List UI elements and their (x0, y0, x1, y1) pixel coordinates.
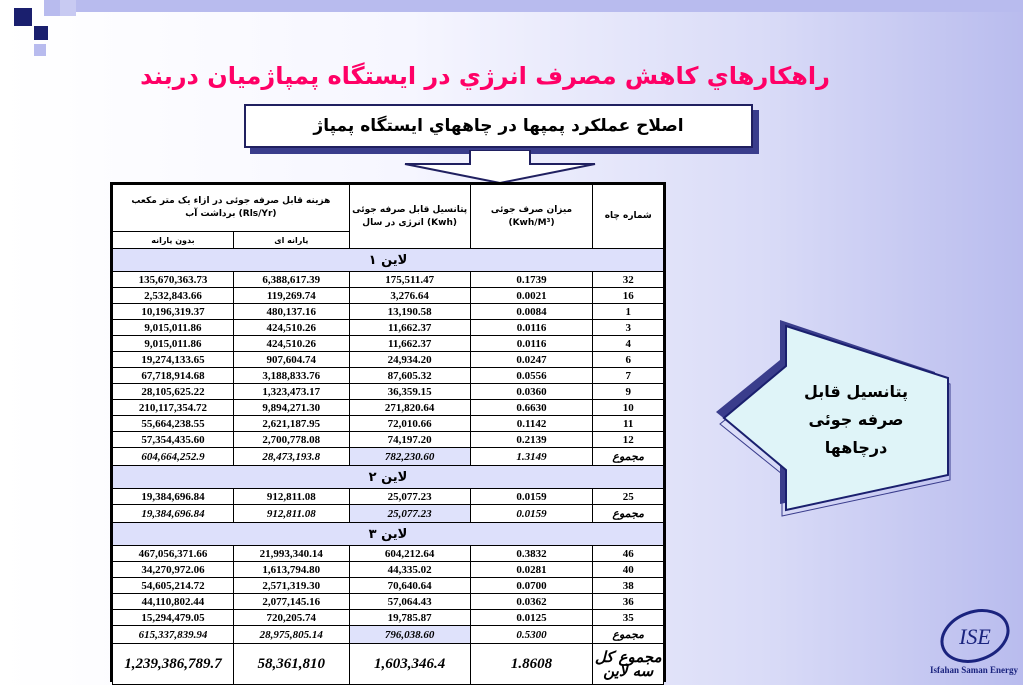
cell-c1: 19,384,696.84 (113, 489, 234, 505)
header-well: شماره چاه (593, 185, 664, 249)
cell-c3: 1,603,346.4 (349, 644, 470, 685)
cell-c2: 912,811.08 (233, 505, 349, 523)
cell-c1: 44,110,802.44 (113, 594, 234, 610)
table-row (113, 594, 664, 610)
cell-c5: 16 (593, 288, 664, 304)
cell-c4: 0.0281 (470, 562, 593, 578)
cell-c1: 19,274,133.65 (113, 352, 234, 368)
header-potential: پتانسیل قابل صرفه جوئی انرژی در سال (Kwh) (349, 185, 470, 249)
cell-c2: 1,323,473.17 (233, 384, 349, 400)
cell-c5: 3 (593, 320, 664, 336)
decor-square (44, 0, 60, 16)
cell-c5: 25 (593, 489, 664, 505)
cell-c2: 480,137.16 (233, 304, 349, 320)
cell-c4: 0.0125 (470, 610, 593, 626)
cell-c1: 34,270,972.06 (113, 562, 234, 578)
cell-c2: 58,361,810 (233, 644, 349, 685)
slide-title: راهكارهاي كاهش مصرف انرژي در ايستگاه پمپاژميان دربند (140, 62, 830, 90)
cell-c1: 67,718,914.68 (113, 368, 234, 384)
cell-c4: 0.6630 (470, 400, 593, 416)
cell-c3: 175,511.47 (349, 272, 470, 288)
cell-c3: 11,662.37 (349, 320, 470, 336)
cell-c2: 28,975,805.14 (233, 626, 349, 644)
cell-c1: 467,056,371.66 (113, 546, 234, 562)
top-accent-bar (76, 0, 1023, 12)
cell-c3: 782,230.60 (349, 448, 470, 466)
cell-c5: 12 (593, 432, 664, 448)
cell-c3: 13,190.58 (349, 304, 470, 320)
table-row (113, 546, 664, 562)
cell-c1: 10,196,319.37 (113, 304, 234, 320)
cell-c1: 9,015,011.86 (113, 336, 234, 352)
cell-c3: 25,077.23 (349, 505, 470, 523)
header-cost: هزینه قابل صرفه جوئی در ازاء یک متر مکعب برداشت آب (Rls/Yr) (113, 185, 350, 232)
table-row (113, 562, 664, 578)
cell-c4: 0.0159 (470, 489, 593, 505)
table-row (113, 610, 664, 626)
cell-c1: 2,532,843.66 (113, 288, 234, 304)
cell-c5: 38 (593, 578, 664, 594)
table-row (113, 336, 664, 352)
cell-c4: 1.8608 (470, 644, 593, 685)
cell-c3: 3,276.64 (349, 288, 470, 304)
cell-c4: 0.0116 (470, 336, 593, 352)
cell-c5: 1 (593, 304, 664, 320)
cell-c5: 7 (593, 368, 664, 384)
cell-c1: 19,384,696.84 (113, 505, 234, 523)
line-header-row (113, 466, 664, 489)
cell-c3: 796,038.60 (349, 626, 470, 644)
cell-c3: 24,934.20 (349, 352, 470, 368)
cell-c5: مجموع کل سه لاین (593, 644, 664, 685)
cell-c4: 0.0159 (470, 505, 593, 523)
cell-c4: 0.0700 (470, 578, 593, 594)
line-header: لاین ۲ (113, 466, 664, 489)
cell-c2: 1,613,794.80 (233, 562, 349, 578)
cell-c3: 25,077.23 (349, 489, 470, 505)
cell-c3: 271,820.64 (349, 400, 470, 416)
cell-c5: 40 (593, 562, 664, 578)
company-name: Isfahan Saman Energy (929, 665, 1019, 675)
down-arrow-icon (380, 150, 620, 184)
cell-c2: 3,188,833.76 (233, 368, 349, 384)
cell-c5: 11 (593, 416, 664, 432)
cell-c1: 604,664,252.9 (113, 448, 234, 466)
cell-c2: 119,269.74 (233, 288, 349, 304)
cell-c3: 604,212.64 (349, 546, 470, 562)
cell-c1: 55,664,238.55 (113, 416, 234, 432)
cell-c2: 907,604.74 (233, 352, 349, 368)
callout-line: پتانسیل قابل (804, 382, 908, 401)
cell-c4: 0.2139 (470, 432, 593, 448)
grand-total-row (113, 644, 664, 685)
cell-c3: 19,785.87 (349, 610, 470, 626)
cell-c1: 210,117,354.72 (113, 400, 234, 416)
cell-c3: 36,359.15 (349, 384, 470, 400)
cell-c1: 9,015,011.86 (113, 320, 234, 336)
line-header: لاین ۳ (113, 523, 664, 546)
cell-c5: 9 (593, 384, 664, 400)
cell-c3: 72,010.66 (349, 416, 470, 432)
cell-c2: 2,621,187.95 (233, 416, 349, 432)
decor-square (34, 26, 48, 40)
callout-line: صرفه جوئی (808, 410, 904, 429)
total-row (113, 626, 664, 644)
cell-c4: 0.0116 (470, 320, 593, 336)
cell-c4: 0.1142 (470, 416, 593, 432)
line-header-row (113, 523, 664, 546)
cell-c5: 4 (593, 336, 664, 352)
cell-c2: 912,811.08 (233, 489, 349, 505)
cell-c4: 1.3149 (470, 448, 593, 466)
table-row (113, 578, 664, 594)
data-table (112, 184, 664, 685)
cell-c4: 0.1739 (470, 272, 593, 288)
cell-c1: 28,105,625.22 (113, 384, 234, 400)
cell-c3: 74,197.20 (349, 432, 470, 448)
cell-c3: 70,640.64 (349, 578, 470, 594)
table-row (113, 368, 664, 384)
cell-c1: 615,337,839.94 (113, 626, 234, 644)
table-row (113, 352, 664, 368)
subtitle-box: اصلاح عملكرد پمپها در چاههاي ايستگاه پمپاژ (244, 104, 753, 148)
cell-c3: 44,335.02 (349, 562, 470, 578)
cell-c5: 10 (593, 400, 664, 416)
cell-c2: 2,077,145.16 (233, 594, 349, 610)
cell-c3: 11,662.37 (349, 336, 470, 352)
cell-c2: 9,894,271.30 (233, 400, 349, 416)
table-row (113, 320, 664, 336)
decor-square (34, 44, 46, 56)
table-row (113, 432, 664, 448)
cell-c4: 0.3832 (470, 546, 593, 562)
cell-c5: 36 (593, 594, 664, 610)
cell-c5: 46 (593, 546, 664, 562)
cell-c5: 35 (593, 610, 664, 626)
line-header-row (113, 249, 664, 272)
table-row (113, 416, 664, 432)
cell-c1: 57,354,435.60 (113, 432, 234, 448)
table-row (113, 272, 664, 288)
cell-c2: 2,571,319.30 (233, 578, 349, 594)
cell-c4: 0.0084 (470, 304, 593, 320)
cell-c2: 2,700,778.08 (233, 432, 349, 448)
cell-c3: 57,064.43 (349, 594, 470, 610)
cell-c1: 1,239,386,789.7 (113, 644, 234, 685)
cell-c4: 0.0021 (470, 288, 593, 304)
cell-c5: مجموع (593, 505, 664, 523)
callout-line: درچاهها (824, 438, 888, 457)
table-row (113, 384, 664, 400)
cell-c5: 6 (593, 352, 664, 368)
cell-c4: 0.5300 (470, 626, 593, 644)
cell-c4: 0.0360 (470, 384, 593, 400)
cell-c4: 0.0362 (470, 594, 593, 610)
line-header: لاین ۱ (113, 249, 664, 272)
header-saving: میزان صرف جوئی (Kwh/M³) (470, 185, 593, 249)
cell-c1: 135,670,363.73 (113, 272, 234, 288)
header-subsidy: یارانه ای (233, 232, 349, 249)
cell-c2: 720,205.74 (233, 610, 349, 626)
cell-c5: مجموع (593, 626, 664, 644)
decor-square (14, 8, 32, 26)
cell-c1: 54,605,214.72 (113, 578, 234, 594)
cell-c2: 424,510.26 (233, 336, 349, 352)
cell-c3: 87,605.32 (349, 368, 470, 384)
total-row (113, 505, 664, 523)
table-row (113, 489, 664, 505)
cell-c2: 21,993,340.14 (233, 546, 349, 562)
cell-c1: 15,294,479.05 (113, 610, 234, 626)
cell-c4: 0.0247 (470, 352, 593, 368)
cell-c5: 32 (593, 272, 664, 288)
table-row (113, 288, 664, 304)
callout-text (776, 378, 936, 462)
total-row (113, 448, 664, 466)
header-no-subsidy: بدون یارانه (113, 232, 234, 249)
cell-c2: 424,510.26 (233, 320, 349, 336)
decor-square (60, 0, 76, 16)
cell-c2: 6,388,617.39 (233, 272, 349, 288)
logo-mark: ISE (959, 624, 991, 649)
cell-c2: 28,473,193.8 (233, 448, 349, 466)
data-table-container (110, 182, 666, 682)
table-row (113, 400, 664, 416)
cell-c4: 0.0556 (470, 368, 593, 384)
cell-c5: مجموع (593, 448, 664, 466)
table-row (113, 304, 664, 320)
